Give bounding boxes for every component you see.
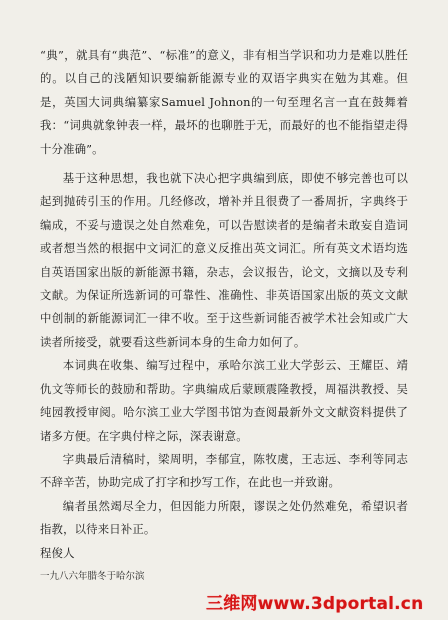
paragraph-1: “典”，就具有“典范”、“标准”的意义，非有相当学识和功力是难以胜任的。以自己的浅陋知识要编新能源专业的双语字典实在勉为其难。但是，英国大词典编纂家Samuel Johnon的一句至理名言一直在鼓舞着我：“词典就象钟表一样，最坏的也聊胜于无，而最好的也不能指望走得十分准确”。	[40, 48, 408, 156]
paragraph-4: 字典最后清稿时，梁周明，李郁宣，陈牧虞，王志远、李利等同志不辞辛苦，协助完成了打字和抄写工作，在此也一并致谢。	[40, 451, 408, 490]
document-page	[40, 44, 408, 588]
watermark-logo: 三维网www.3dportal.cn	[206, 594, 424, 614]
signature-name: 程俊人	[40, 545, 75, 560]
signature-date: 一九八六年腊冬于哈尔滨	[40, 570, 145, 582]
paragraph-2: 基于这种思想，我也就下决心把字典编到底，即使不够完善也可以起到抛砖引玉的作用。几经修改，增补并且很费了一番周折，字典终于编成，不妥与遗误之处自然难免，可以告慰读者的是编者未敢妄自造词或者想当然的根据中文词汇的意义反推出英文词汇。所有英文术语均选自英语国家出版的新能源书籍，杂志，会议报告，论文，文摘以及专利文献。为保证所选新词的可靠性、准确性、非英语国家出版的英文文献中创制的新能源词汇一律不收。至于这些新词能否被学术社会知或广大读者所接受，就要看这些新词本身的生命力如何了。	[40, 171, 408, 349]
paragraph-5: 编者虽然竭尽全力，但因能力所限，谬误之处仍然难免，希望识者指教，以待来日补正。	[40, 498, 408, 537]
paragraph-3: 本词典在收集、编写过程中，承哈尔滨工业大学彭云、王耀臣、靖仇文等师长的鼓励和帮助。字典编成后蒙顾震隆教授，周福洪教授、吴纯园教授审阅。哈尔滨工业大学图书馆为查阅最新外文文献资料提供了诸多方便。在字典付梓之际，深表谢意。	[40, 358, 408, 443]
